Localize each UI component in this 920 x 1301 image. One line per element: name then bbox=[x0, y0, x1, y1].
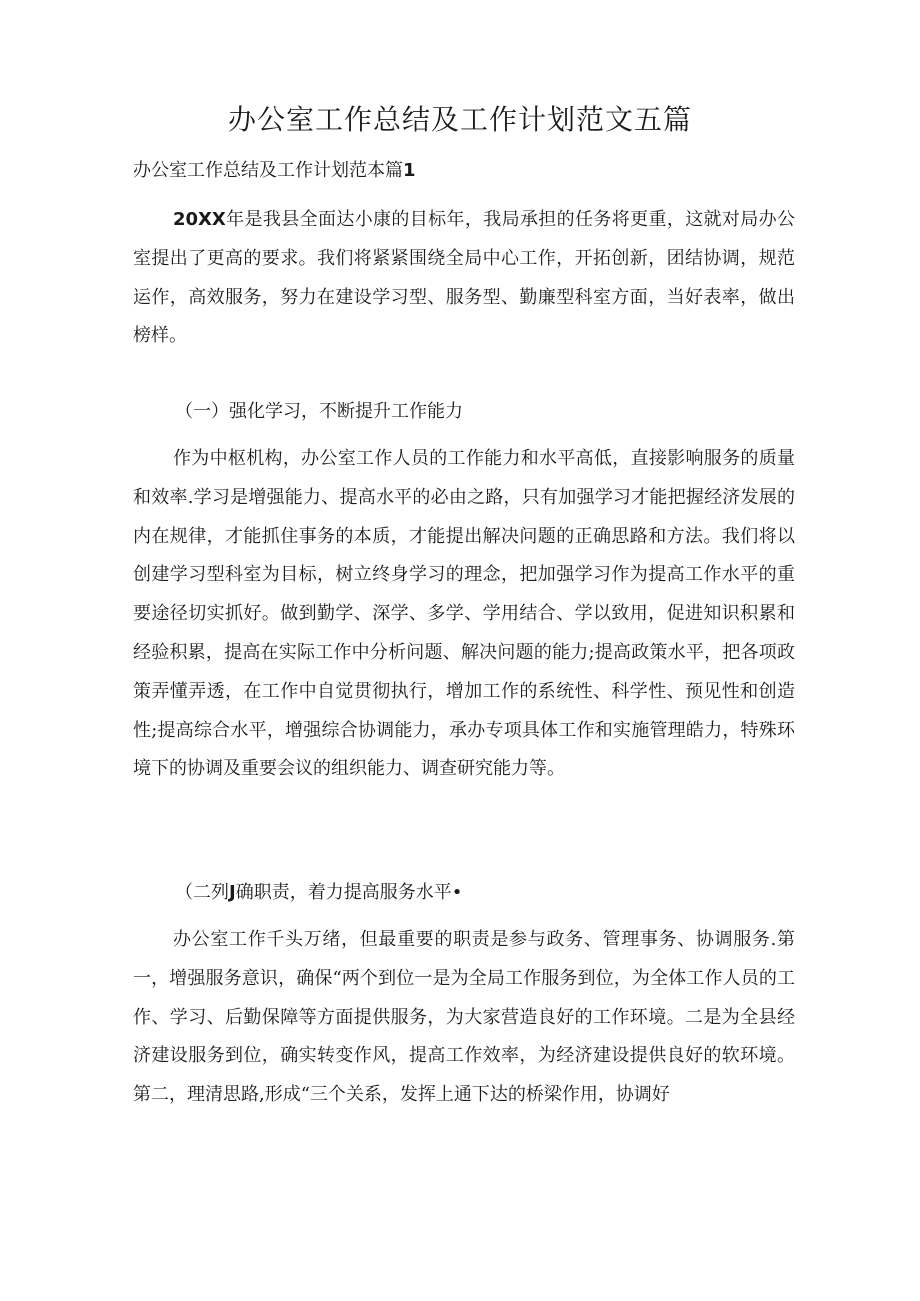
section-heading-2-pre: （二列 bbox=[175, 882, 229, 903]
section-heading-2-odd: J bbox=[229, 882, 236, 903]
section-title-text: 办公室工作总结及工作计划范本篇 bbox=[133, 160, 403, 181]
section-heading-1: （一）强化学习，不断提升工作能力 bbox=[175, 401, 463, 422]
paragraph-learning: 作为中枢机构，办公室工作人员的工作能力和水平高低，直接影响服务的质量和效率.学习是增强能力、提高水平的必由之路，只有加强学习才能把握经济发展的内在规律，才能抓住事务的本质，才能提出解决问题的正确思路和方法。我们将以创建学习型科室为目标，树立终身学习的理念，把加强学习作为提高工作水平的重要途径切实抓好。做到勤学、深学、多学、学用结合、学以致用，促进知识积累和经验积累，提高在实际工作中分析问题、解决问题的能力;提高政策水平，把各项政策弄懂弄透，在工作中自觉贯彻执行，增加工作的系统性、科学性、预见性和创造性;提高综合水平，增强综合协调能力，承办专项具体工作和实施管理皓力，特殊环境下的协调及重要会议的组织能力、调查研究能力等。 bbox=[133, 448, 795, 780]
section-title bbox=[133, 156, 416, 186]
paragraph-intro-text: 年是我县全面达小康的目标年，我局承担的任务将更重，这就对局办公室提出了更高的要求。我们将紧紧围绕全局中心工作，开拓创新，团结协调，规范运作，高效服务，努力在建设学习型、服务型、勤廉型科室方面，当好表率，做出榜样。 bbox=[133, 209, 795, 347]
section-heading-2-post: • bbox=[451, 882, 463, 903]
section-title-number: 1 bbox=[403, 160, 416, 181]
paragraph-duties: 办公室工作千头万绪，但最重要的职责是参与政务、管理事务、协调服务.第一，增强服务意识，确保“两个到位一是为全局工作服务到位，为全体工作人员的工作、学习、后勤保障等方面提供服务，为大家营造良好的工作环境。二是为全县经济建设服务到位，确实转变作风，提高工作效率，为经济建设提供良好的软环境。第二，理清思路,形成“三个关系，发挥上通下达的桥梁作用，协调好 bbox=[133, 929, 795, 1106]
paragraph-intro bbox=[133, 201, 795, 356]
paragraph-intro-year: 20XX bbox=[173, 209, 226, 230]
section-heading-2 bbox=[175, 878, 462, 908]
section-heading-2-mid: 确职责，着力提高服务水平 bbox=[235, 882, 452, 903]
document-title: 办公室工作总结及工作计划范文五篇 bbox=[227, 103, 692, 136]
